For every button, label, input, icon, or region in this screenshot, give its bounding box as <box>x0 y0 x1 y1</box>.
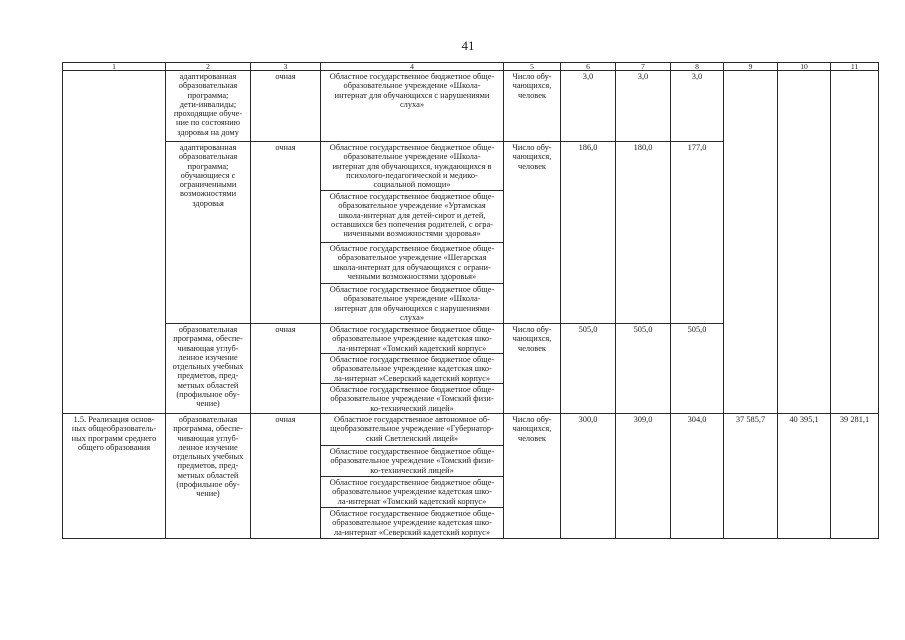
header-cell-4: 4 <box>321 63 504 71</box>
value-cell-col7: 505,0 <box>616 324 671 414</box>
value-cell-col8: 505,0 <box>671 324 724 414</box>
indicator-cell: Число обу- чающихся, человек <box>504 414 561 539</box>
form-cell: очная <box>251 142 321 324</box>
program-cell: адаптированная образовательная программа; дети-инвалиды; проходящие обуче- ние по состоянию здоровья на дому <box>166 71 251 142</box>
header-cell-6: 6 <box>561 63 616 71</box>
indicator-cell: Число обу- чающихся, человек <box>504 142 561 324</box>
header-cell-8: 8 <box>671 63 724 71</box>
value-cell-col6: 186,0 <box>561 142 616 324</box>
institution-cell: Областное государственное автономное об- щеобразовательное учреждение «Губернатор- ский Светленский лицей» <box>321 414 504 446</box>
institution-cell: Областное государственное бюджетное обще- образовательное учреждение «Школа- интернат для обучающихся с нарушениями слуха» <box>321 71 504 142</box>
institution-cell: Областное государственное бюджетное обще- образовательное учреждение кадетская шко- ла-интернат «Северский кадетский корпус» <box>321 508 504 539</box>
institution-cell: Областное государственное бюджетное обще- образовательное учреждение кадетская шко- ла-интернат «Томский кадетский корпус» <box>321 477 504 508</box>
header-cell-3: 3 <box>251 63 321 71</box>
document-table <box>62 62 879 539</box>
header-cell-9: 9 <box>724 63 778 71</box>
institution-cell: Областное государственное бюджетное обще- образовательное учреждение «Школа- интернат для обучающихся с нарушениями слуха» <box>321 284 504 324</box>
indicator-cell: Число обу- чающихся, человек <box>504 71 561 142</box>
institution-cell: Областное государственное бюджетное обще- образовательное учреждение «Школа- интернат для обучающихся, нуждающихся в психолого-педагогической и медико- социальной помощи» <box>321 142 504 191</box>
program-cell: образовательная программа, обеспе- чивающая углуб- ленное изучение отдельных учебных предметов, пред- метных областей (профильное обу- чение) <box>166 324 251 414</box>
indicator-cell: Число обу- чающихся, человек <box>504 324 561 414</box>
finance-cell-col11: 39 281,1 <box>831 414 879 539</box>
institution-cell: Областное государственное бюджетное обще- образовательное учреждение «Шегарская школа-интернат для обучающихся с ограни- ченными возможностями здоровья» <box>321 243 504 284</box>
page-number: 41 <box>461 38 475 53</box>
header-cell-5: 5 <box>504 63 561 71</box>
table-header <box>63 63 879 71</box>
value-cell-col7: 3,0 <box>616 71 671 142</box>
header-cell-2: 2 <box>166 63 251 71</box>
header-cell-1: 1 <box>63 63 166 71</box>
value-cell-col8: 177,0 <box>671 142 724 324</box>
header-cell-11: 11 <box>831 63 879 71</box>
finance-cell-col10: 40 395,1 <box>778 414 831 539</box>
table-row <box>63 414 879 446</box>
value-cell-col6: 300,0 <box>561 414 616 539</box>
table-row <box>63 71 879 142</box>
program-cell: адаптированная образовательная программа; обучающиеся с ограниченными возможностями здоровья <box>166 142 251 324</box>
value-cell-col8: 3,0 <box>671 71 724 142</box>
form-cell: очная <box>251 414 321 539</box>
finance-cell-empty-col10 <box>778 71 831 414</box>
value-cell-col7: 180,0 <box>616 142 671 324</box>
table-body <box>63 71 879 539</box>
institution-cell: Областное государственное бюджетное обще- образовательное учреждение «Томский физи- ко-технический лицей» <box>321 446 504 477</box>
form-cell: очная <box>251 324 321 414</box>
value-cell-col7: 309,0 <box>616 414 671 539</box>
institution-cell: Областное государственное бюджетное обще- образовательное учреждение кадетская шко- ла-интернат «Северский кадетский корпус» <box>321 354 504 384</box>
finance-cell-col9: 37 585,7 <box>724 414 778 539</box>
form-cell: очная <box>251 71 321 142</box>
value-cell-col6: 505,0 <box>561 324 616 414</box>
institution-cell: Областное государственное бюджетное обще- образовательное учреждение «Уртамская школа-интернат для детей-сирот и детей, оставшихся без попечения родителей, с огра- ниченными возможностями здоровья» <box>321 191 504 243</box>
value-cell-col6: 3,0 <box>561 71 616 142</box>
institution-cell: Областное государственное бюджетное обще- образовательное учреждение «Томский физи- ко-технический лицей» <box>321 384 504 414</box>
header-row <box>63 63 879 71</box>
section-cell: 1.5. Реализация основ- ных общеобразователь- ных программ среднего общего образования <box>63 414 166 539</box>
section-cell-empty <box>63 71 166 414</box>
header-cell-7: 7 <box>616 63 671 71</box>
value-cell-col8: 304,0 <box>671 414 724 539</box>
institution-cell: Областное государственное бюджетное обще- образовательное учреждение кадетская шко- ла-интернат «Томский кадетский корпус» <box>321 324 504 354</box>
finance-cell-empty-col11 <box>831 71 879 414</box>
program-cell: образовательная программа, обеспе- чивающая углуб- ленное изучение отдельных учебных предметов, пред- метных областей (профильное обу- чение) <box>166 414 251 539</box>
header-cell-10: 10 <box>778 63 831 71</box>
finance-cell-empty-col9 <box>724 71 778 414</box>
